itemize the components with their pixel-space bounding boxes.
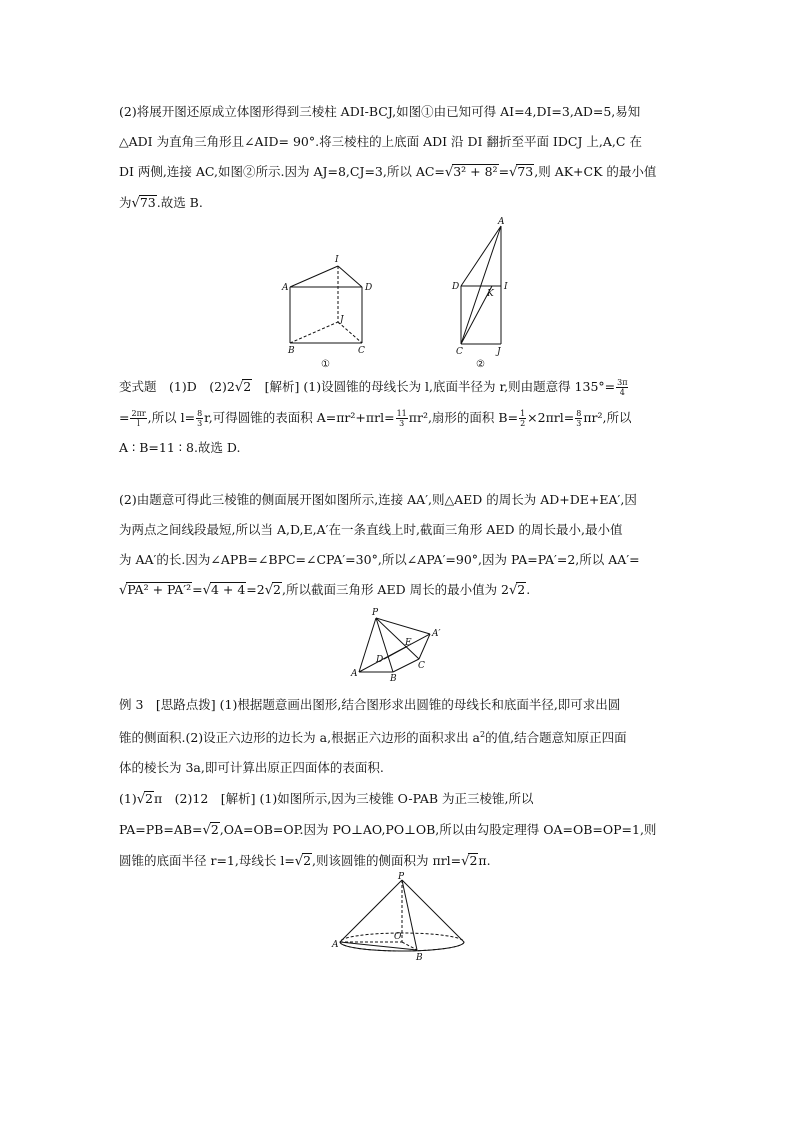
point-label: C [418, 661, 425, 671]
text-run: . [526, 582, 531, 597]
point-label: A [498, 217, 505, 227]
text-line: 例 3 [思路点拨] (1)根据题意画出图形,结合图形求出圆锥的母线长和底面半径,即可求出圆 [119, 697, 621, 712]
point-label: D [365, 283, 373, 293]
denominator: 3 [576, 419, 582, 428]
segment-ab [340, 942, 417, 950]
sqrt-sign: √ [509, 165, 518, 180]
text-run: 圆锥的底面半径 r=1,母线长 l= [119, 853, 295, 868]
sqrt-sign: √ [234, 380, 244, 395]
text-line: 体的棱长为 3a,即可计算出原正四面体的表面积. [119, 760, 384, 776]
radicand: PA² + PA′² [127, 582, 192, 597]
text-run: 变式题 (1)D (2)2 [119, 379, 235, 394]
radicand: 2 [243, 379, 252, 394]
numerator: 2πr [131, 409, 146, 418]
text-line: A ∶ B=11 ∶ 8.故选 D. [119, 440, 241, 455]
text-line [119, 815, 679, 846]
sqrt-sign: √ [444, 165, 454, 180]
figure-2-folded-net [450, 216, 520, 371]
figure-1-prism [280, 250, 390, 370]
edge-da [461, 226, 501, 286]
point-label: B [390, 674, 397, 684]
variant-problem-paragraph [119, 372, 679, 463]
text-run: ,所以截面三角形 AED 周长的最小值为 2 [281, 582, 509, 597]
text-run: r,可得圆锥的表面积 A=πr²+πrl= [204, 410, 395, 425]
sqrt-sign: √ [131, 196, 140, 211]
text-line: (2)将展开图还原成立体图形得到三棱柱 ADI-BCJ,如图①由已知可得 AI=4,DI=3,AD=5,易知 [119, 104, 641, 119]
text-run: ,则该圆锥的侧面积为 πrl= [312, 853, 462, 868]
fraction [396, 409, 408, 428]
text-run: = [119, 410, 130, 425]
sqrt-sign: √ [294, 854, 304, 869]
fraction [196, 409, 203, 428]
text-run: ,OA=OB=OP.因为 PO⊥AO,PO⊥OB,所以由勾股定理得 OA=OB=OP=1,则 [219, 822, 657, 837]
denominator: 3 [399, 419, 405, 428]
text-line [119, 575, 679, 606]
denominator: 3 [197, 419, 203, 428]
fraction [519, 409, 526, 428]
point-label: B [288, 346, 295, 356]
text-run: π. [478, 853, 491, 868]
denominator: l [137, 419, 140, 428]
sqrt-sign: √ [264, 583, 274, 598]
sqrt-sign: √ [509, 583, 518, 598]
text-run: .故选 B. [156, 195, 203, 210]
solution-unfold-paragraph [119, 485, 679, 606]
edge-jc-hidden [338, 322, 362, 343]
sqrt-sign: √ [136, 792, 146, 807]
radicand: 73 [517, 164, 534, 179]
radicand: 2 [303, 853, 312, 868]
figure-3-unfolded-tetrahedron [350, 606, 450, 684]
point-label: J [497, 347, 501, 357]
text-run: DI 两侧,连接 AC,如图②所示.因为 AJ=8,CJ=3,所以 AC= [119, 164, 445, 179]
point-label: J [340, 315, 344, 325]
fraction [130, 409, 146, 428]
text-line [119, 157, 679, 188]
point-label: P [372, 608, 379, 618]
point-label: A [282, 283, 289, 293]
radicand: 73 [139, 195, 156, 210]
text-run: PA=PB=AB= [119, 822, 203, 837]
point-label: O [394, 932, 402, 942]
text-run: πr²,所以 [583, 410, 632, 425]
text-line: (2)由题意可得此三棱锥的侧面展开图如图所示,连接 AA′,则△AED 的周长为 AD+DE+EA′,因 [119, 492, 637, 507]
sqrt-sign: √ [461, 854, 470, 869]
point-label: A′ [432, 629, 441, 639]
radicand: 2 [469, 853, 478, 868]
numerator: 1 [520, 409, 526, 418]
point-label: E [405, 638, 412, 648]
segment-pb [402, 880, 417, 950]
text-line [119, 784, 679, 815]
point-label: P [398, 872, 405, 882]
point-label: A [332, 940, 339, 950]
sqrt-sign: √ [202, 823, 211, 838]
point-label: D [452, 282, 460, 292]
text-run: ,所以 l= [147, 410, 196, 425]
sqrt-sign: √ [119, 583, 128, 598]
sqrt-sign: √ [202, 583, 211, 598]
point-label: K [487, 289, 494, 299]
point-label: C [358, 346, 365, 356]
radicand: 2 [145, 791, 153, 806]
edge-bc [393, 659, 419, 672]
text-line: 为两点之间线段最短,所以当 A,D,E,A′在一条直线上时,截面三角形 AED 的周长最小,最小值 [119, 522, 623, 537]
radicand: 2 [517, 582, 526, 597]
text-line [119, 188, 679, 219]
text-run: 的值,结合题意知原正四面 [485, 730, 627, 746]
text-line: 为 AA′的长.因为∠APB=∠BPC=∠CPA′=30°,所以∠APA′=90°,因为 PA=PA′=2,所以 AA′= [119, 552, 640, 567]
text-run: ×2πrl= [527, 410, 575, 425]
text-run: = [498, 164, 510, 179]
cone-base-front [340, 942, 464, 951]
text-run: 锥的侧面积.(2)设正六边形的边长为 a,根据正六边形的面积求出 a [119, 730, 481, 746]
text-run: ,则 AK+CK 的最小值 [534, 164, 657, 179]
radicand: 2 [273, 582, 281, 597]
example-3-solution-paragraph [119, 784, 679, 877]
numerator: 11 [396, 409, 407, 418]
solution-part-2-paragraph [119, 97, 679, 219]
text-run: 为 [119, 195, 132, 210]
denominator: 2 [520, 419, 526, 428]
edge-ca-prime [419, 634, 430, 659]
figure-caption: ② [476, 359, 485, 370]
point-label: C [456, 347, 463, 357]
point-label: I [335, 255, 339, 265]
figure-caption: ① [321, 359, 330, 370]
point-label: A [351, 669, 358, 679]
point-label: B [416, 953, 423, 963]
text-run: =2 [246, 582, 265, 597]
radicand: 2 [210, 822, 219, 837]
text-run: [解析] (1)设圆锥的母线长为 l,底面半径为 r,则由题意得 135°= [252, 379, 616, 394]
point-label: I [504, 282, 508, 292]
text-run: = [192, 582, 203, 597]
point-label: D [376, 655, 384, 665]
figure-4-cone [330, 872, 470, 962]
text-line [119, 720, 679, 753]
fraction [575, 409, 582, 428]
text-line [119, 372, 679, 403]
radicand: 3² + 8² [453, 164, 498, 179]
edge-ai [290, 266, 338, 287]
text-run: (1) [119, 791, 137, 806]
edge-id [338, 266, 362, 287]
text-run: π (2)12 [解析] (1)如图所示,因为三棱锥 O-PAB 为正三棱锥,所以 [153, 791, 534, 806]
radicand: 4 + 4 [210, 582, 246, 597]
segment-ac [461, 226, 501, 344]
text-line: △ADI 为直角三角形且∠AID= 90°.将三棱柱的上底面 ADI 沿 DI 翻折至平面 IDCJ 上,A,C 在 [119, 134, 642, 149]
superscript: 2 [480, 730, 486, 739]
edge-bj-hidden [290, 322, 338, 343]
denominator: 4 [619, 388, 625, 397]
numerator: 8 [197, 409, 203, 418]
numerator: 8 [576, 409, 582, 418]
fraction [616, 378, 628, 397]
numerator: 3π [617, 378, 628, 387]
text-line [119, 403, 679, 433]
text-run: πr²,扇形的面积 B= [408, 410, 519, 425]
example-3-hint-paragraph [119, 690, 679, 783]
